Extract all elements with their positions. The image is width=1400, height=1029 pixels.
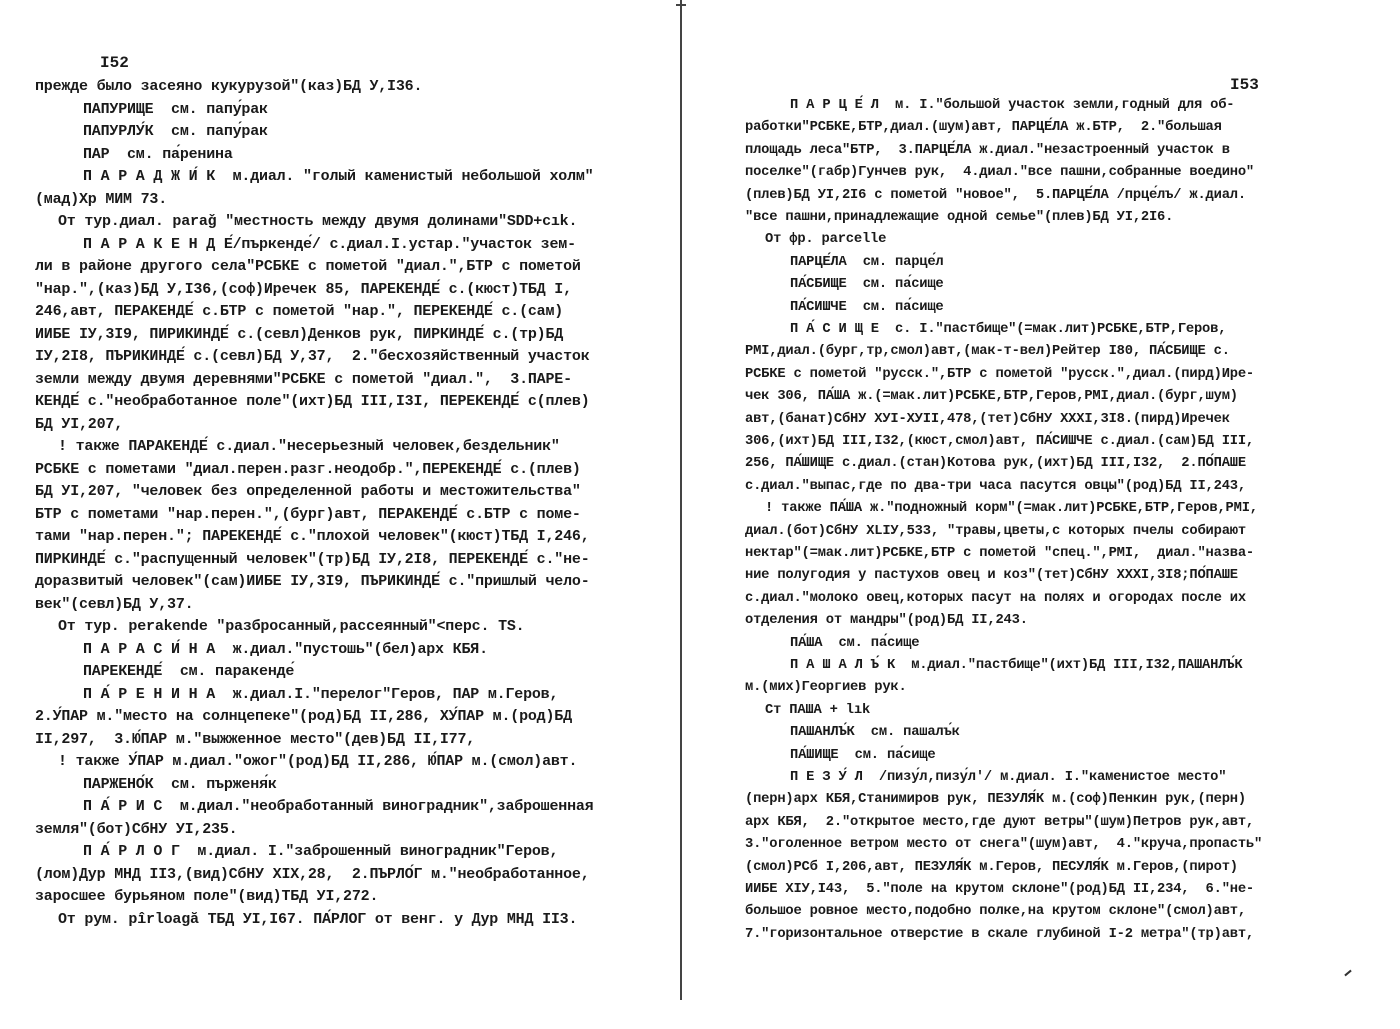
text-line: П А Р А К Е Н Д Е́/пъркенде́/ с.диал.I.устар."участок зем- — [83, 235, 576, 253]
right-page — [682, 0, 1400, 1029]
text-line: ПАРЕКЕНДЕ́ см. паракенде́ — [83, 663, 295, 680]
text-line: П А Р А Д Ж И́ К м.диал. "голый каменистый небольшой холм" — [83, 168, 594, 185]
text-line: ПА́СИШЧЕ см. па́сище — [790, 299, 944, 315]
text-line: с.диал."молоко овец,которых пасут на полях и огородах после их — [745, 590, 1246, 606]
spine-tick — [676, 4, 686, 6]
text-line: тами "нар.перен."; ПАРЕКЕНДЕ́ с."плохой человек"(кюст)ТБД I,246, — [35, 528, 590, 545]
text-line: П А́ С И Щ Е с. I."пастбище"(=мак.лит)РСБКЕ,БТР,Геров, — [790, 322, 1227, 337]
text-line: П Е З У́ Л /пизу́л,пизу́л'/ м.диал. I."каменистое место" — [790, 770, 1227, 785]
text-line: П А Р А С И́ Н А ж.диал."пустошь"(бел)арх КБЯ. — [83, 640, 488, 658]
text-line: ПА́СБИЩЕ см. па́сище — [790, 277, 944, 293]
text-line: 256, ПА́ШИЩЕ с.диал.(стан)Котова рук,(ихт)БД III,I32, 2.ПО́ПАШЕ — [745, 456, 1246, 472]
text-line: ИИБЕ ХIУ,I43, 5."поле на крутом склоне"(род)БД II,234, 6."не- — [745, 882, 1255, 897]
text-line: П А Р Ц Е́ Л м. I."большой участок земли,годный для об- — [790, 98, 1235, 113]
text-line: От тур. perakende "разбросанный,рассеянный"<перс. TS. — [58, 618, 525, 635]
text-line: м.(мих)Георгиев рук. — [745, 680, 907, 696]
text-line: земля"(бот)СбНУ УI,235. — [35, 820, 238, 838]
text-line: От рум. pîrloagă ТБД УI,I67. ПА́РЛОГ от венг. у Дур МНД II3. — [58, 910, 578, 928]
text-line: поселке"(габр)Гунчев рук, 4.диал."все пашни,собранные воедино" — [745, 165, 1255, 181]
text-line: БД УI,207, — [35, 415, 124, 433]
text-line: 3."оголенное ветром место от снега"(шум)авт, 4."круча,пропасть" — [745, 837, 1263, 853]
text-line: БД УI,207, "человек без определенной работы и местожительства" — [35, 483, 581, 500]
left-page — [0, 0, 680, 1029]
text-line: БТР с пометами "нар.перен.",(бург)авт, ПЕРАКЕНДЕ́ с.БТР с поме- — [35, 505, 581, 523]
text-line: земли между двумя деревнями"РСБКЕ с пометой "диал.", 3.ПАРЕ- — [35, 370, 572, 388]
text-line: П А́ Р Е Н И Н А ж.диал.I."перелог"Геров, ПАР м.Геров, — [83, 685, 559, 703]
text-line: 246,авт, ПЕРАКЕНДЕ́ с.БТР с пометой "нар.", ПЕРЕКЕНДЕ́ с.(сам) — [35, 303, 564, 320]
text-line: ли в районе другого села"РСБКЕ с пометой "диал.",БТР с пометой — [35, 258, 581, 275]
text-line: ПА́ША см. па́сище — [790, 635, 920, 651]
text-line: IУ,2I8, ПЪРИКИНДЕ́ с.(севл)БД У,37, 2."бесхозяйственный участок — [35, 348, 590, 365]
text-line: площадь леса"БТР, 3.ПАРЦЕ́ЛА ж.диал."незастроенный участок в — [745, 142, 1230, 158]
text-line: КЕНДЕ́ с."необработанное поле"(ихт)БД III,I3I, ПЕРЕКЕНДЕ́ с(плев) — [35, 393, 590, 410]
text-line: (плев)БД УI,2I6 с пометой "новое", 5.ПАРЦЕ́ЛА /прце́лъ/ ж.диал. — [745, 187, 1246, 203]
text-line: ПА́ШИЩЕ см. па́сище — [790, 747, 936, 763]
text-line: (смол)РСб I,206,авт, ПЕЗУЛЯ́К м.Геров, ПЕСУЛЯ́К м.Геров,(пирот) — [745, 859, 1238, 875]
text-line: век"(севл)БД У,37. — [35, 595, 194, 613]
text-line: ПАПУРЛУ́К см. папу́рак — [83, 123, 268, 140]
text-line: ! также У́ПАР м.диал."ожог"(род)БД II,286, Ю́ПАР м.(смол)авт. — [58, 753, 578, 770]
text-line: П А́ Р И С м.диал."необработанный виноградник",заброшенная — [83, 798, 594, 815]
text-line: нектар"(=мак.лит)РСБКЕ,БТР с пометой "спец.",PMI, диал."назва- — [745, 546, 1255, 561]
text-line: 7."горизонтальное отверстие в скале глубиной I-2 метра"(тр)авт, — [745, 926, 1255, 942]
text-line: чек 306, ПА́ША ж.(=мак.лит)РСБКЕ,БТР,Геров,PMI,диал.(бург,шум) — [745, 389, 1238, 405]
text-line: От тур.диал. paraǧ "местность между двумя долинами"SDD+cık. — [58, 213, 578, 230]
text-line: ! также ПА́ША ж."подножный корм"(=мак.лит)РСБКЕ,БТР,Геров,PMI, — [765, 501, 1258, 517]
text-line: работки"РСБКЕ,БТР,диал.(шум)авт, ПАРЦЕ́ЛА ж.БТР, 2."большая — [745, 120, 1222, 136]
text-line: (мад)Хр МИМ 73. — [35, 190, 168, 208]
text-line: ние полугодия у пастухов овец и коз"(тет)СбНУ XXXI,3I8;ПО́ПАШЕ — [745, 568, 1238, 584]
page-number: I53 — [1230, 76, 1259, 94]
text-line: доразвитый человек"(сам)ИИБЕ IУ,3I9, ПЪРИКИНДЕ́ с."пришлый чело- — [35, 573, 590, 590]
text-line: арх КБЯ, 2."открытое место,где дуют ветры"(шум)Петров рук,авт, — [745, 814, 1255, 830]
text-line: отделения от мандры"(род)БД II,243. — [745, 613, 1028, 629]
text-line: диал.(бот)СбНУ XLIУ,533, "травы,цветы,с которых пчелы собирают — [745, 523, 1246, 539]
text-line: (лом)Дур МНД II3,(вид)СбНУ XIX,28, 2.ПЪРЛО́Г м."необработанное, — [35, 865, 590, 883]
text-line: ИИБЕ IУ,3I9, ПИРИКИНДЕ́ с.(севл)Денков рук, ПИРКИНДЕ́ с.(тр)БД — [35, 325, 564, 343]
text-line: прежде было засеяно кукурузой"(каз)БД У,I36. — [35, 78, 423, 95]
text-line: с.диал."выпас,где по два-три часа пасутся овцы"(род)БД II,243, — [745, 478, 1246, 494]
page-number: I52 — [100, 54, 129, 72]
text-line: "все пашни,принадлежащие одной семье"(плев)БД УI,2I6. — [745, 210, 1174, 225]
text-line: ПАРЖЕНО́К см. пърженя́к — [83, 775, 277, 793]
text-line: ПАР см. па́ренина — [83, 145, 233, 163]
text-line: ПАПУРИЩЕ см. папу́рак — [83, 100, 268, 118]
text-line: П А́ Р Л О Г м.диал. I."заброшенный виноградник"Геров, — [83, 843, 559, 860]
text-line: большое ровное место,подобно полке,на крутом склоне"(смол)авт, — [745, 904, 1246, 920]
text-line: "нар.",(каз)БД У,I36,(соф)Иречек 85, ПАРЕКЕНДЕ́ с.(кюст)ТБД I, — [35, 280, 572, 298]
text-line: ПИРКИНДЕ́ с."распущенный человек"(тр)БД IУ,2I8, ПЕРЕКЕНДЕ́ с."не- — [35, 550, 590, 568]
text-line: 2.У́ПАР м."место на солнцепеке"(род)БД II,286, ХУ́ПАР м.(род)БД — [35, 708, 572, 725]
text-line: РСБКЕ с пометой "русск.",БТР с пометой "русск.",диал.(пирд)Ире- — [745, 366, 1255, 382]
text-line: II,297, 3.Ю́ПАР м."выжженное место"(дев)БД II,I77, — [35, 730, 476, 748]
text-line: ПАШАНЛЪ́К см. пашалъ́к — [790, 725, 960, 741]
text-line: PMI,диал.(бург,тр,смол)авт,(мак-т-вел)Рейтер I80, ПА́СБИЩЕ с. — [745, 344, 1230, 360]
text-line: РСБКЕ с пометами "диал.перен.разг.неодобр.",ПЕРЕКЕНДЕ́ с.(плев) — [35, 460, 581, 478]
book-spine-line — [680, 0, 682, 1000]
text-line: авт,(банат)СбНУ ХУI-ХУII,478,(тет)СбНУ XXXI,3I8.(пирд)Иречек — [745, 411, 1230, 427]
text-line: От фр. parcelle — [765, 232, 887, 248]
text-line: ! также ПАРАКЕНДЕ́ с.диал."несерьезный человек,бездельник" — [58, 438, 560, 455]
text-line: Ст ПАША + lık — [765, 702, 871, 718]
text-line: П А Ш А Л Ъ́ К м.диал."пастбище"(ихт)БД III,I32,ПАШАНЛЪ́К — [790, 658, 1243, 673]
text-line: ПАРЦЕ́ЛА см. парце́л — [790, 254, 944, 270]
text-line: (перн)арх КБЯ,Станимиров рук, ПЕЗУЛЯ́К м.(соф)Пенкин рук,(перн) — [745, 792, 1246, 808]
text-line: 306,(ихт)БД III,I32,(кюст,смол)авт, ПА́СИШЧЕ с.диал.(сам)БД III, — [745, 434, 1255, 449]
text-line: заросшее бурьяном поле"(вид)ТБД УI,272. — [35, 888, 379, 905]
